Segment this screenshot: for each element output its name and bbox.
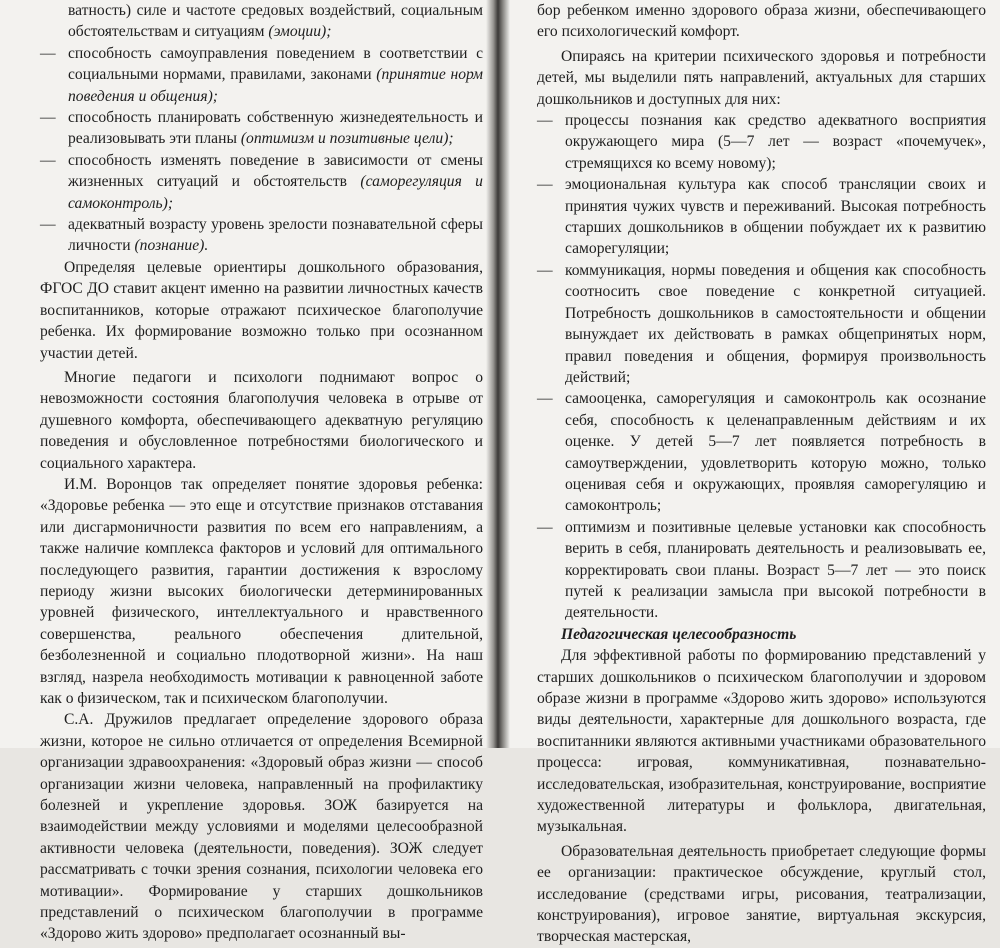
paragraph: Определяя целевые ориентиры дошкольного образования, ФГОС ДО ставит акцент именно на развитии личностных качеств воспитанников, которые отражают психическое благополучие ребенка. Их формирование возможно только при осознанном участии детей. [40,258,483,362]
paragraph: Для эффективной работы по формированию представлений у старших дошкольников о психическом благополучии и здоровом образе жизни в программе «Здорово жить здорово» используются виды деятельности, характерные для дошкольного возраста, где воспитанники являются активными участниками образовательного процесса: игровая, коммуникативная, познавательно-исследовательская, изобразительная, конструирование, восприятие художественной литературы и фольклора, двигательная, музыкальная. [537,647,986,836]
paragraph: С.А. Дружилов предлагает определение здорового образа жизни, которое не сильно отличается от определения Всемирной организации здравоохранения: «Здоровый образ жизни — способ организации жизни человека, направленный на профилактику болезней и укрепление здоровья. ЗОЖ базируется на взаимодействии между условиями и моделями целесообразной активности человека (деятельности, поведения). ЗОЖ следует рассматривать с точки зрения сознания, психологии человека его мотивации». Формирование у старших дошкольников представлений о психическом благополучии в программе «Здорово жить здорово» предполагает осознанный вы- [40,711,483,943]
right-page-text [537,0,986,948]
list-item: — оптимизм и позитивные целевые установки как способность верить в себя, планировать деятельность и реализовывать ее, корректировать свои планы. Возраст 5—7 лет — это поиск путей к реализации замысла при высокой потребности в деятельности. [537,517,986,624]
list-item: — способность планировать собственную жизнедеятельность и реализовывать эти планы (оптимизм и позитивные цели); [40,107,483,150]
list-item: — самооценка, саморегуляция и самоконтроль как осознание себя, способность к целенаправленным действиям и их оценке. У детей 5—7 лет появляется потребность в самоутверждении, удовлетворить которую можно, только оценивая себя и окружающих, проявляя саморегуляцию и самоконтроль; [537,388,986,516]
paragraph: Образовательная деятельность приобретает следующие формы ее организации: практическое обсуждение, круглый стол, исследование (средствами игры, рисования, театрализации, конструирования), игровое занятие, виртуальная экскурсия, творческая мастерская, [537,842,986,946]
list-item: — эмоциональная культура как способ трансляции своих и принятия чужих чувств и переживаний. Высокая потребность старших дошкольников в общении побуждает их к развитию саморегуляции; [537,174,986,260]
right-page [497,0,1000,946]
left-page [0,0,497,943]
list-item: — процессы познания как средство адекватного восприятия окружающего мира (5—7 лет — возраст «почемучек», стремящихся ко всему новому); [537,110,986,174]
paragraph: И.М. Воронцов так определяет понятие здоровья ребенка: «Здоровье ребенка — это еще и отсутствие признаков отставания или дисгармоничности развития по всем его направлениям, а также наличие комплекса факторов и условий для оптимального последующего развития, гарантии достижения к взрослому периоду жизни высоких биологически детерминированных уровней физического, интеллектуального и нравственного совершенства, реального обеспечения длительной, безболезненной и социально плодотворной жизни». На наш взгляд, назрела необходимость мотивации к равноценной заботе как о физическом, так и психическом благополучии. [40,475,483,707]
list-item: — коммуникация, нормы поведения и общения как способность соотносить свое поведение с конкретной ситуацией. Потребность дошкольников в самостоятельности и общении вынуждает их действовать в рамках общепринятых норм, правил поведения и общения, формируя произвольность действий; [537,260,986,388]
section-heading: Педагогическая целесообразность [561,625,797,643]
book-gutter [486,0,510,748]
list-item: — адекватный возрасту уровень зрелости познавательной сферы личности (познание). [40,214,483,257]
paragraph: Опираясь на критерии психического здоровья и потребности детей, мы выделили пять направлений, актуальных для старших дошкольников и доступных для них: [537,47,986,108]
paragraph: Многие педагоги и психологи поднимают вопрос о невозможности состояния благополучия человека в отрыве от душевного комфорта, обеспечивающего адекватную регуляцию поведения и обусловленное потребностями биологического и социального характера. [40,368,483,472]
left-page-text [40,0,483,945]
paragraph: бор ребенком именно здорового образа жизни, обеспечивающего его психологический комфорт. [537,2,986,41]
list-item: — способность самоуправления поведением в соответствии с социальными нормами, правилами, законами (принятие норм поведения и общения); [40,43,483,107]
list-item: ватность) силе и частоте средовых воздействий, социальным обстоятельствам и ситуациям (эмоции); [68,2,483,41]
list-item: — способность изменять поведение в зависимости от смены жизненных ситуаций и обстоятельств (саморегуляция и самоконтроль); [40,150,483,214]
